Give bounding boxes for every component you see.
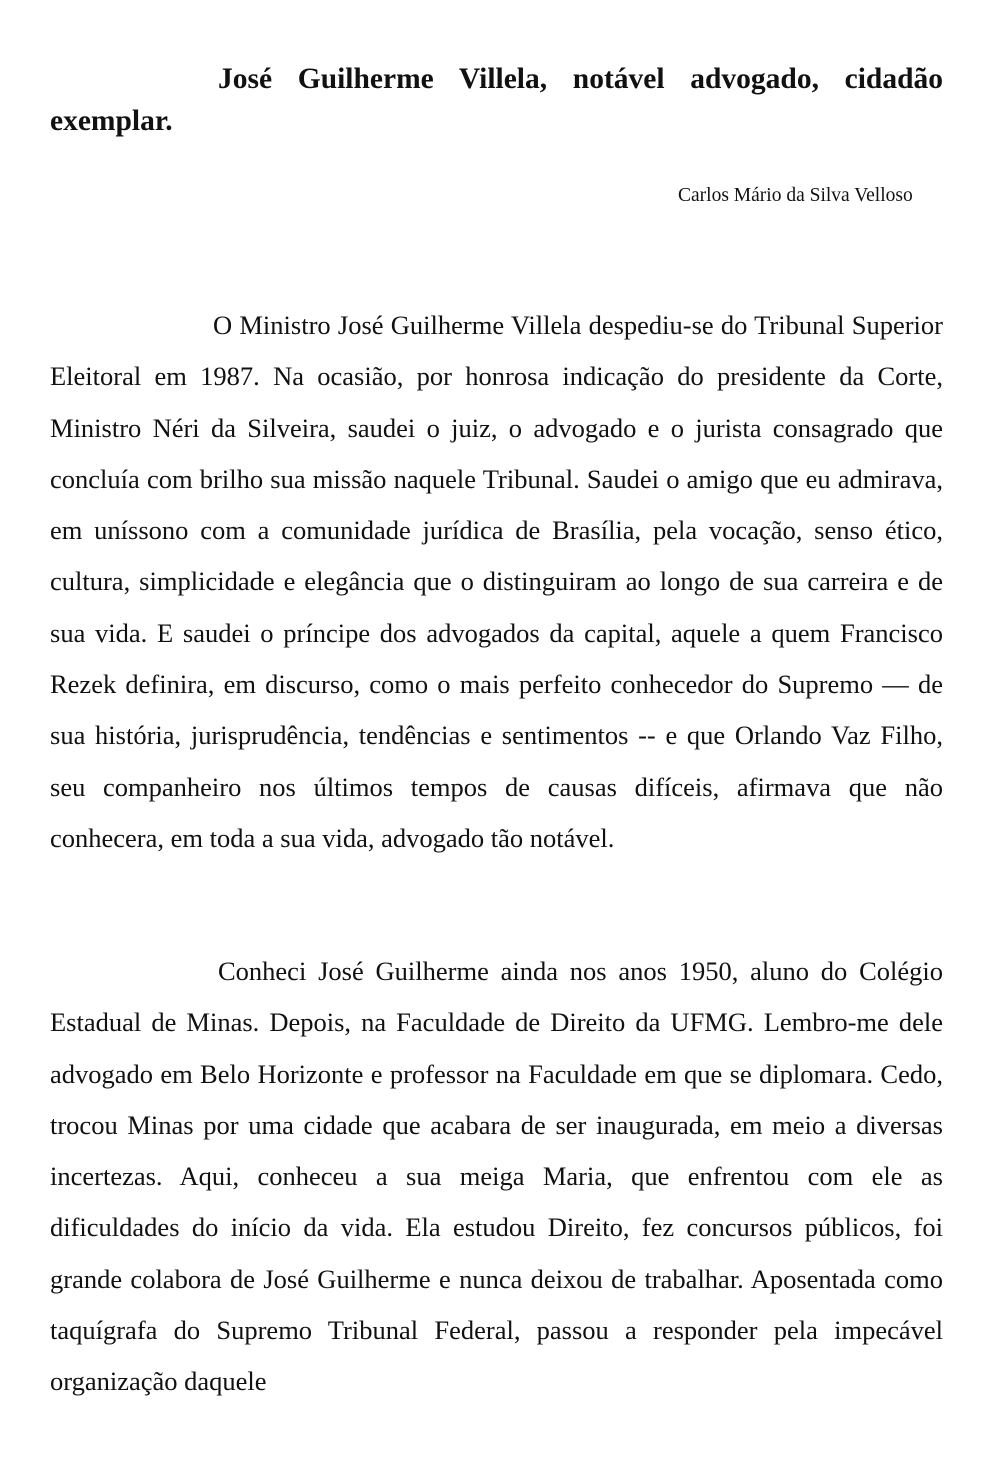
body-paragraph: Conheci José Guilherme ainda nos anos 1950, aluno do Colégio Estadual de Minas. Depois, na Faculdade de Direito da UFMG. Lembro-me dele advogado em Belo Horizonte e professor na Faculdade em que se diplomara. Cedo, trocou Minas por uma cidade que acabara de ser inaugurada, em meio a diversas incertezas. Aqui, conheceu a sua meiga Maria, que enfrentou com ele as dificuldades do início da vida. Ela estudou Direito, fez concursos públicos, foi grande colabora de José Guilherme e nunca deixou de trabalhar. Aposentada como taquígrafa do Supremo Tribunal Federal, passou a responder pela impecável organização daquele xyxy=(50,956,943,1397)
article-author: Carlos Mário da Silva Velloso xyxy=(678,185,913,206)
body-paragraph: O Ministro José Guilherme Villela despediu-se do Tribunal Superior Eleitoral em 1987. Na ocasião, por honrosa indicação do presidente da Corte, Ministro Néri da Silveira, saudei o juiz, o advogado e o jurista consagrado que concluía com brilho sua missão naquele Tribunal. Saudei o amigo que eu admirava, em uníssono com a comunidade jurídica de Brasília, pela vocação, senso ético, cultura, simplicidade e elegância que o distinguiram ao longo de sua carreira e de sua vida. E saudei o príncipe dos advogados da capital, aquele a quem Francisco Rezek definira, em discurso, como o mais perfeito conhecedor do Supremo — de sua história, jurisprudência, tendências e sentimentos -- e que Orlando Vaz Filho, seu companheiro nos últimos tempos de causas difíceis, afirmava que não conhecera, em toda a sua vida, advogado tão notável. xyxy=(50,310,943,853)
article-title: José Guilherme Villela, notável advogado, cidadão exemplar. xyxy=(50,63,943,137)
